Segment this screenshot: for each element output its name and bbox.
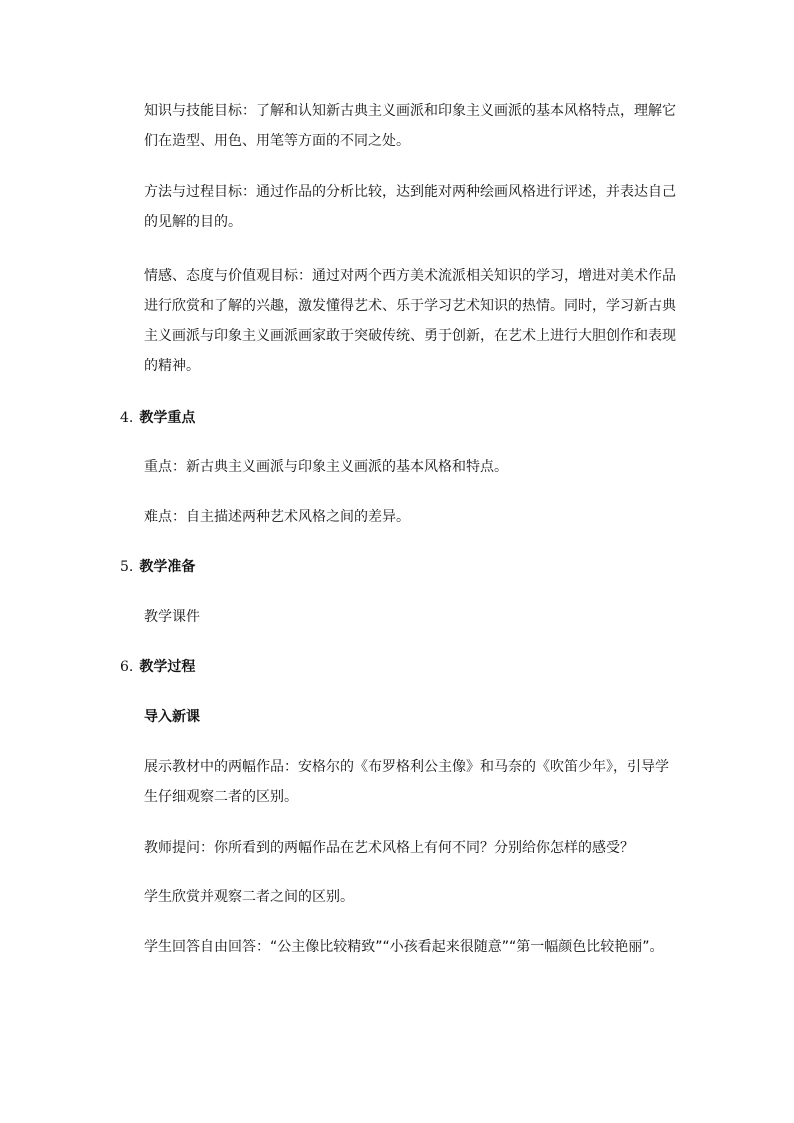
process-paragraph-3: 学生欣赏并观察二者之间的区别。	[144, 889, 354, 905]
section-number: 5.	[120, 559, 134, 575]
section-heading-teaching-preparation	[120, 555, 195, 579]
process-paragraph-1: 展示教材中的两幅作品：安格尔的《布罗格利公主像》和马奈的《吹笛少年》，引导学生仔细观察二者的区别。	[144, 759, 669, 805]
process-paragraph-4: 学生回答自由回答：“公主像比较精致”“小孩看起来很随意”“第一幅颜色比较艳丽”。	[144, 939, 664, 955]
section-title: 教学重点	[139, 410, 196, 426]
section-number: 4.	[120, 410, 134, 426]
subsection-title: 导入新课	[144, 709, 200, 725]
section-title: 教学过程	[139, 659, 196, 675]
section-heading-teaching-process	[120, 655, 195, 679]
objective-emotion: 情感、态度与价值观目标：通过对两个西方美术流派相关知识的学习，增进对美术作品进行欣赏和了解的兴趣，激发懂得艺术、乐于学习艺术知识的热情。同时，学习新古典主义画派与印象主义画派画家敢于突破传统、勇于创新，在艺术上进行大胆创作和表现的精神。	[144, 268, 676, 374]
process-paragraph-2: 教师提问：你所看到的两幅作品在艺术风格上有何不同？分别给你怎样的感受？	[144, 840, 634, 856]
objective-method: 方法与过程目标：通过作品的分析比较，达到能对两种绘画风格进行评述，并表达自己的见解的目的。	[144, 184, 676, 230]
objective-knowledge: 知识与技能目标：了解和认知新古典主义画派和印象主义画派的基本风格特点，理解它们在造型、用色、用笔等方面的不同之处。	[144, 103, 676, 149]
section-heading-teaching-focus	[120, 406, 195, 430]
section-title: 教学准备	[139, 559, 196, 575]
difficulty-point: 难点：自主描述两种艺术风格之间的差异。	[144, 509, 410, 525]
focus-point: 重点：新古典主义画派与印象主义画派的基本风格和特点。	[144, 459, 508, 475]
section-number: 6.	[120, 659, 134, 675]
preparation-content: 教学课件	[144, 609, 200, 625]
